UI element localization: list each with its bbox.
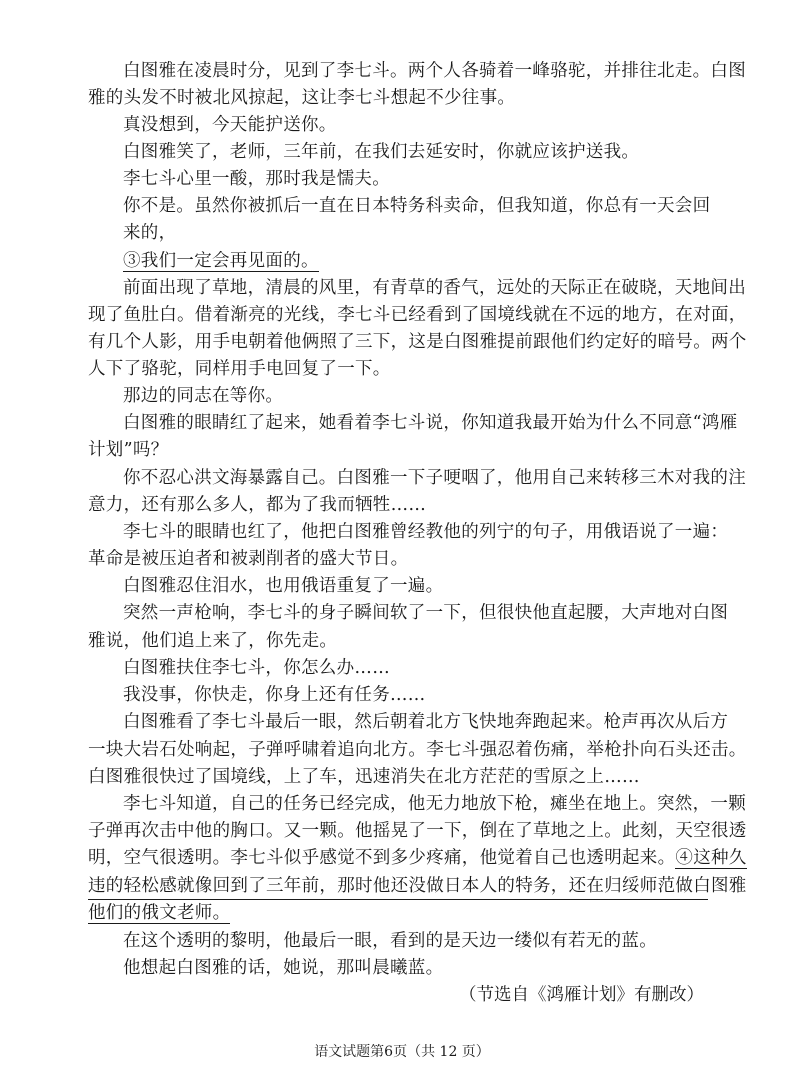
text-line: 真没想到，今天能护送你。 bbox=[123, 115, 337, 135]
underlined-text: 违的轻松感就像回到了三年前，那时他还没做日本人的特务，还在归绥师范做白图雅 bbox=[88, 873, 708, 900]
text-line: 前面出现了草地，清晨的风里，有青草的香气，远处的天际正在破晓，天地间出 bbox=[123, 278, 746, 298]
text-line: 在这个透明的黎明，他最后一眼，看到的是天边一缕似有若无的蓝。 bbox=[123, 931, 657, 951]
source-citation: （节选自《鸿雁计划》有删改） bbox=[459, 985, 704, 1005]
text-line: 你不是。虽然你被抓后一直在日本特务科卖命，但我知道，你总有一天会回 bbox=[123, 196, 711, 216]
text-line: 雅的头发不时被北风掠起，这让李七斗想起不少往事。 bbox=[88, 88, 516, 108]
underlined-sentence-4 bbox=[88, 873, 747, 899]
text-line: 白图雅看了李七斗最后一眼，然后朝着北方飞快地奔跑起来。枪声再次从后方 bbox=[123, 712, 729, 732]
text-line: 你不忍心洪文海暴露自己。白图雅一下子哽咽了，他用自己来转移三木对我的注 bbox=[123, 468, 746, 488]
text-line: 白图雅在凌晨时分，见到了李七斗。两个人各骑着一峰骆驼，并排往北走。白图 bbox=[123, 61, 746, 81]
text-line: 雅说，他们追上来了，你先走。 bbox=[88, 631, 338, 651]
text-line: 白图雅很快过了国境线，上了车，迅速消失在北方茫茫的雪原之上…… bbox=[88, 767, 640, 787]
text-segment: 明，空气很透明。李七斗似乎感觉不到多少疼痛，他觉着自己也透明起来。 bbox=[88, 848, 676, 868]
text-line: 白图雅的眼睛红了起来，她看着李七斗说，你知道我最开始为什么不同意“鸿雁 bbox=[123, 413, 738, 433]
text-line: 李七斗的眼睛也红了，他把白图雅曾经教他的列宁的句子，用俄语说了一遍： bbox=[123, 522, 729, 542]
text-line: 李七斗心里一酸，那时我是懦夫。 bbox=[123, 169, 390, 189]
text-line: 人下了骆驼，同样用手电回复了一下。 bbox=[88, 359, 391, 379]
page-footer: 语文试题第6页（共 12 页） bbox=[314, 1044, 490, 1060]
text-line: 那边的同志在等你。 bbox=[123, 386, 284, 406]
text-line: 计划”吗？ bbox=[88, 440, 169, 460]
text-line bbox=[88, 845, 747, 871]
underlined-sentence-3 bbox=[123, 248, 319, 274]
text-line: 他想起白图雅的话，她说，那叫晨曦蓝。 bbox=[123, 958, 444, 978]
text-line: 白图雅扶住李七斗，你怎么办…… bbox=[123, 658, 390, 678]
text-line: 来的， bbox=[123, 223, 177, 243]
text-line: 突然一声枪响，李七斗的身子瞬间软了一下，但很快他直起腰，大声地对白图 bbox=[123, 603, 729, 623]
underlined-text: ③我们一定会再见面的。 bbox=[123, 251, 319, 271]
underlined-text: ④这种久 bbox=[675, 848, 747, 868]
text-line: 我没事，你快走，你身上还有任务…… bbox=[123, 685, 426, 705]
text-line: 白图雅忍住泪水，也用俄语重复了一遍。 bbox=[123, 576, 444, 596]
underlined-sentence-4-end bbox=[88, 900, 708, 926]
underlined-text: 他们的俄文老师。 bbox=[88, 903, 231, 923]
text-line: 李七斗知道，自己的任务已经完成，他无力地放下枪，瘫坐在地上。突然，一颗 bbox=[123, 794, 746, 814]
text-line: 有几个人影，用手电朝着他俩照了三下，这是白图雅提前跟他们约定好的暗号。两个 bbox=[88, 332, 747, 352]
text-line: 革命是被压迫者和被剥削者的盛大节日。 bbox=[88, 549, 409, 569]
text-line: 子弹再次击中他的胸口。又一颗。他摇晃了一下，倒在了草地之上。此刻，天空很透 bbox=[88, 821, 747, 841]
text-line: 一块大岩石处响起，子弹呼啸着追向北方。李七斗强忍着伤痛，举枪扑向石头还击。 bbox=[88, 740, 747, 760]
text-line: 现了鱼肚白。借着渐亮的光线，李七斗已经看到了国境线就在不远的地方，在对面， bbox=[88, 305, 747, 325]
text-line: 白图雅笑了，老师，三年前，在我们去延安时，你就应该护送我。 bbox=[123, 142, 640, 162]
text-line: 意力，还有那么多人，都为了我而牺牲…… bbox=[88, 495, 427, 515]
